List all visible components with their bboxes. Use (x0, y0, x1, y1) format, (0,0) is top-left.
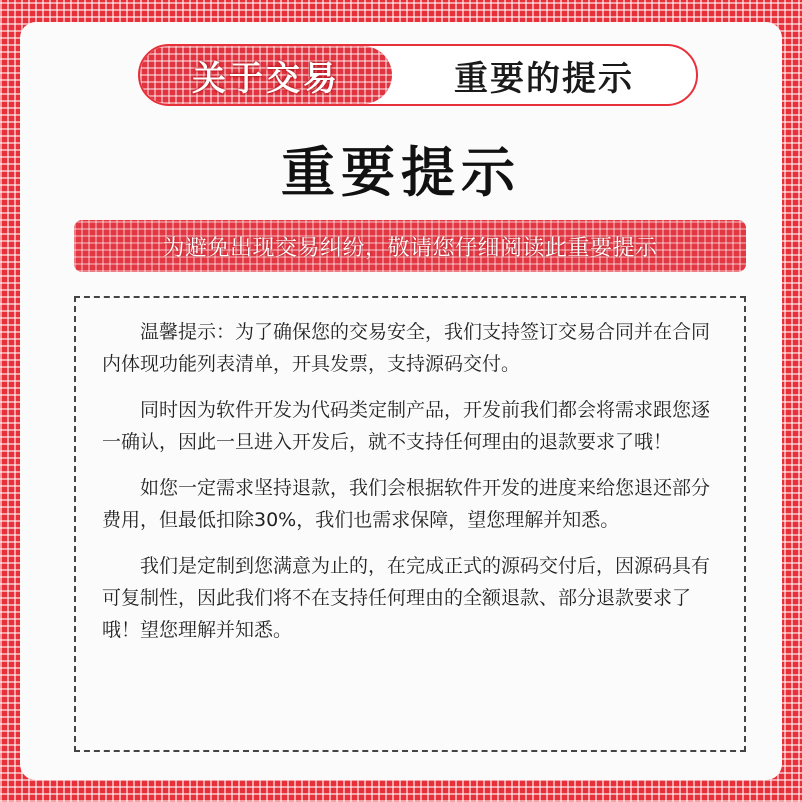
header-left-label: 关于交易 (140, 46, 392, 104)
notice-paragraph-4: 我们是定制到您满意为止的，在完成正式的源码交付后，因源码具有可复制性，因此我们将不在支持任何理由的全额退款、部分退款要求了哦！望您理解并知悉。 (102, 555, 711, 641)
notice-card (20, 22, 782, 780)
page-title: 重要提示 (281, 141, 521, 204)
warning-banner: 为避免出现交易纠纷，敬请您仔细阅读此重要提示 (74, 220, 746, 272)
notice-paragraph-2: 同时因为软件开发为代码类定制产品，开发前我们都会将需求跟您逐一确认，因此一旦进入开发后，就不支持任何理由的退款要求了哦！ (102, 399, 711, 453)
header-right-label: 重要的提示 (454, 58, 634, 99)
header-pill (138, 44, 698, 106)
notice-paragraph-1: 温馨提示：为了确保您的交易安全，我们支持签订交易合同并在合同内体现功能列表清单，开具发票，支持源码交付。 (102, 321, 711, 375)
notice-content-box (74, 296, 746, 752)
notice-paragraph-3: 如您一定需求坚持退款，我们会根据软件开发的进度来给您退还部分费用，但最低扣除30%，我们也需求保障，望您理解并知悉。 (102, 477, 711, 531)
